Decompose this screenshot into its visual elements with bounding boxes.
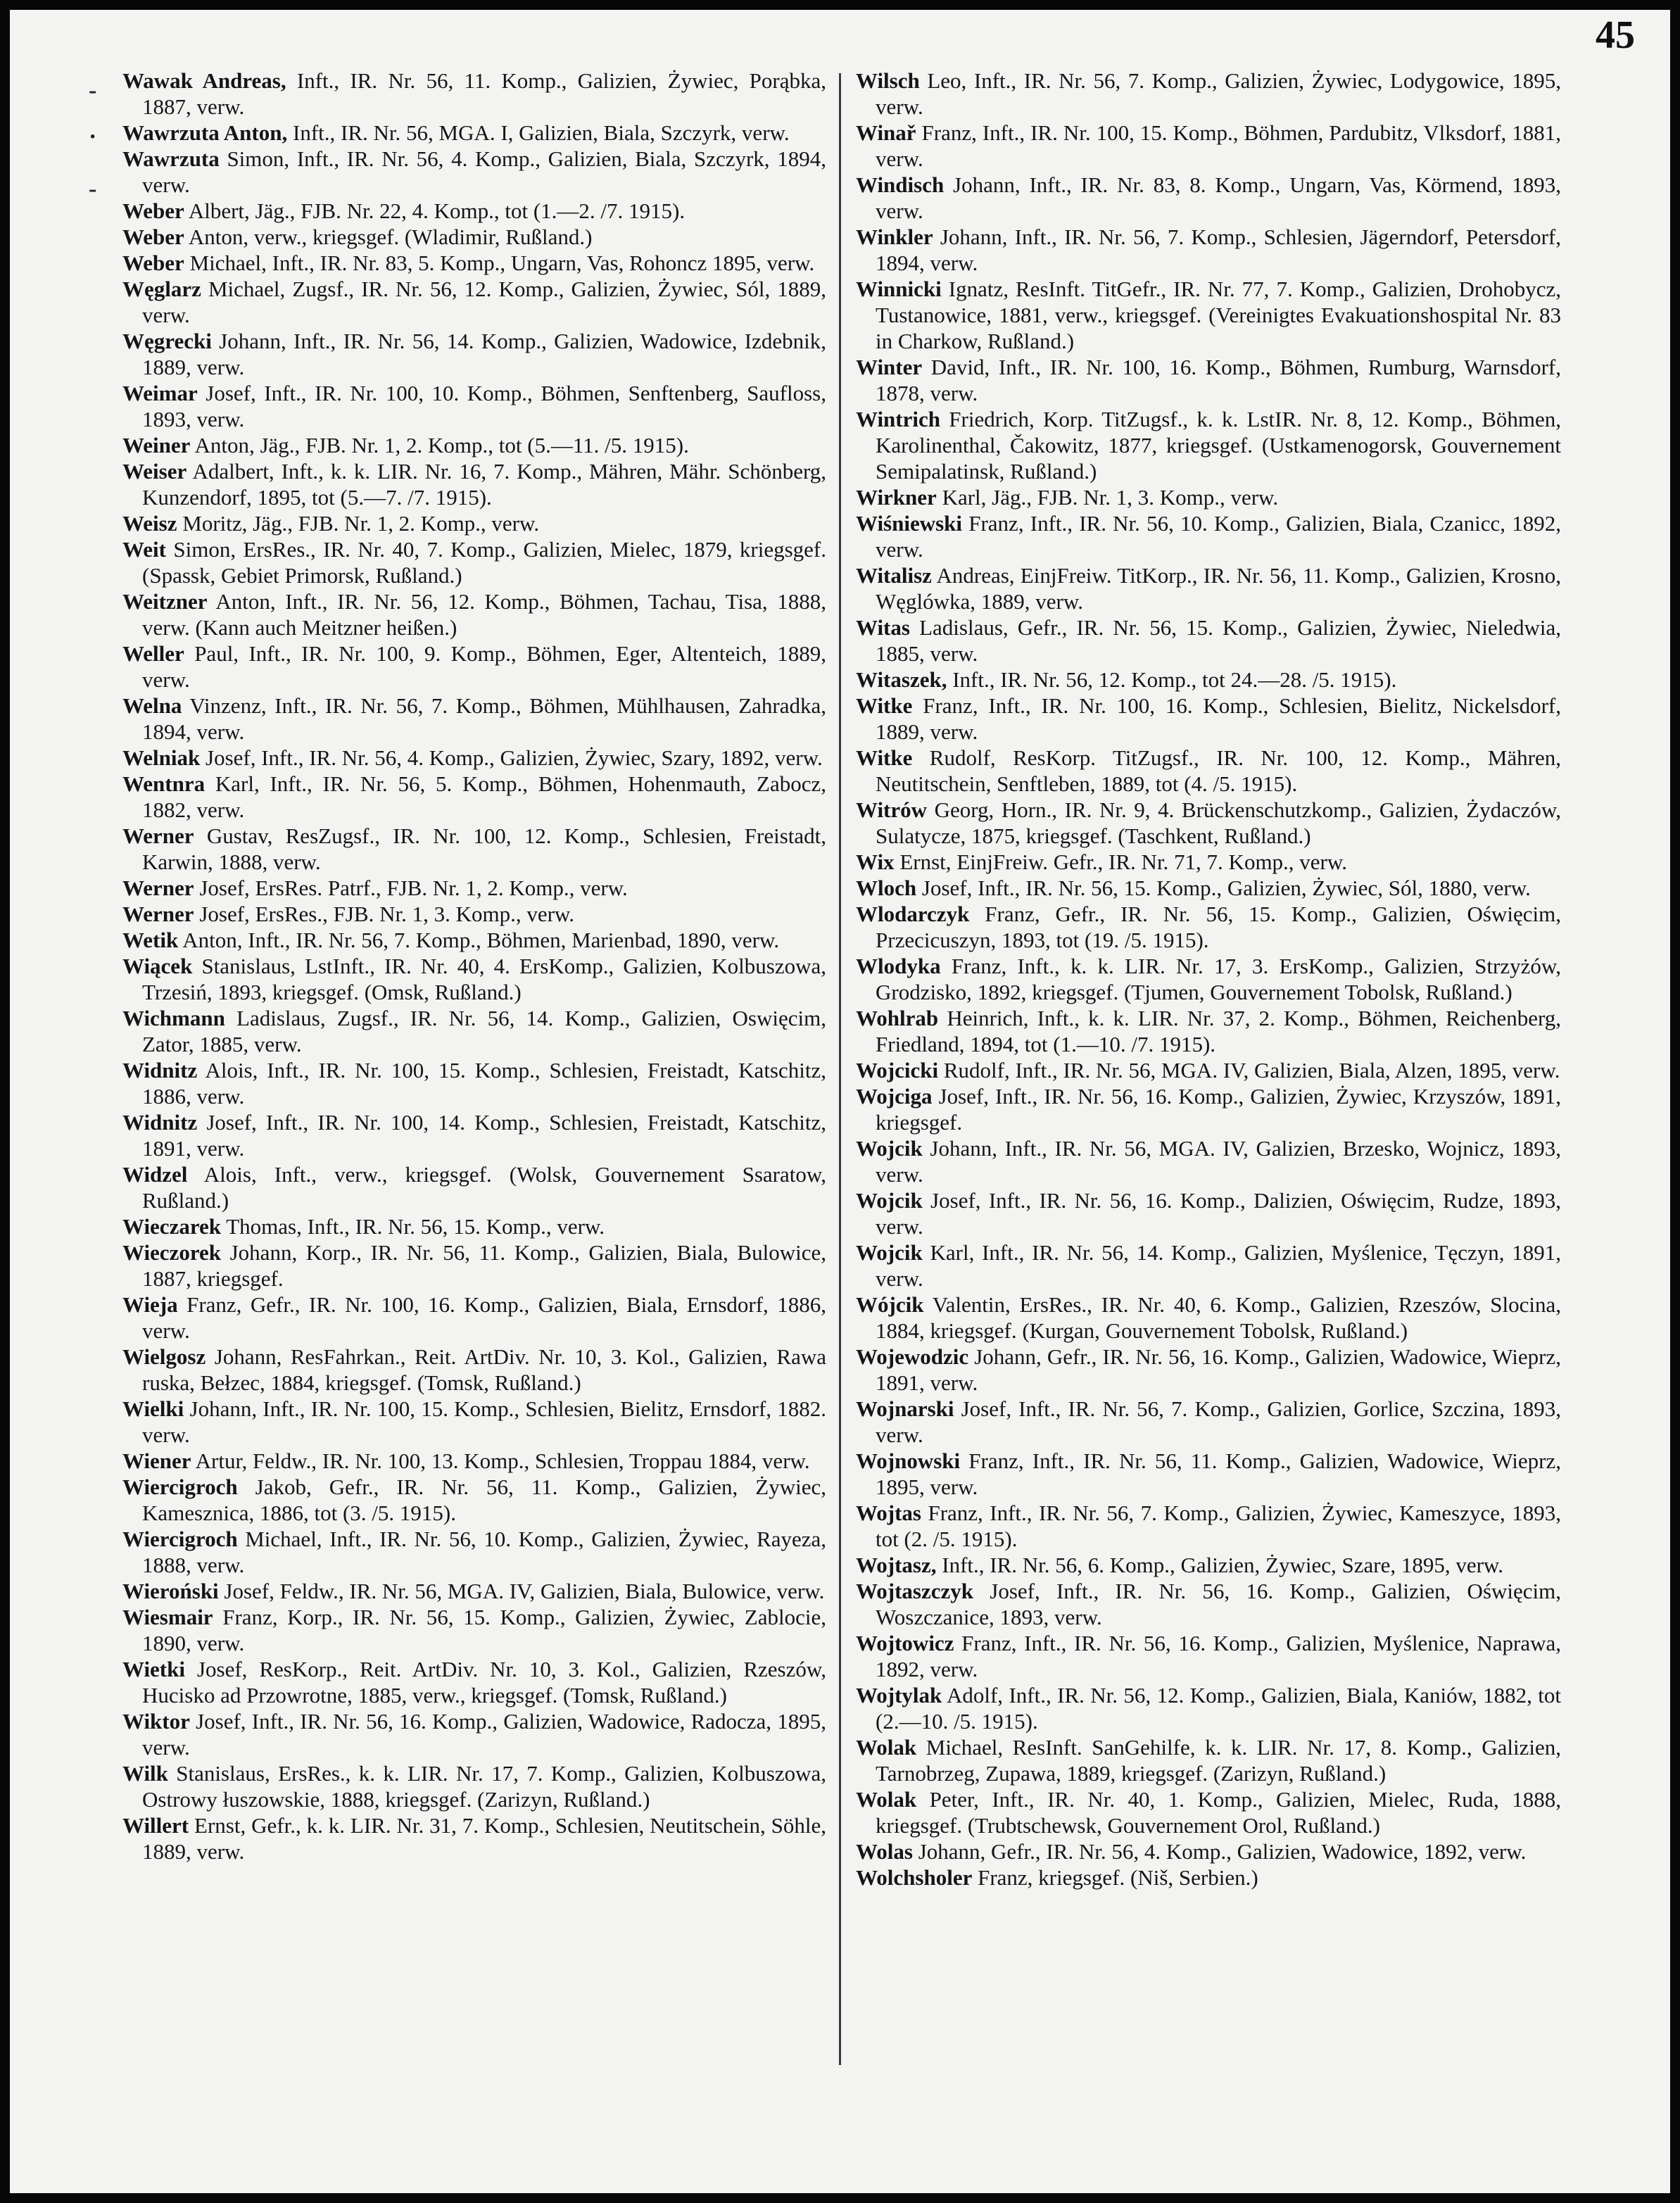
entry-details: Josef, Inft., IR. Nr. 56, 16. Komp., Galizien, Żywiec, Krzyszów, 1891, kriegsgef.	[876, 1084, 1561, 1135]
entry-surname: Widnitz	[122, 1058, 198, 1082]
entry-details: Anton, Inft., IR. Nr. 56, 12. Komp., Böhmen, Tachau, Tisa, 1888, verw. (Kann auch Meitzner heißen.)	[142, 589, 826, 640]
list-entry	[122, 901, 826, 927]
entry-details: Adolf, Inft., IR. Nr. 56, 12. Komp., Galizien, Biala, Kaniów, 1882, tot (2.—10. /5. 1915).	[876, 1683, 1561, 1734]
entry-surname: Weber	[122, 251, 184, 275]
entry-details: Ernst, Gefr., k. k. LIR. Nr. 31, 7. Komp., Schlesien, Neutitschein, Söhle, 1889, verw.	[142, 1813, 826, 1864]
entry-surname: Wiener	[122, 1448, 191, 1473]
entry-details: Gustav, ResZugsf., IR. Nr. 100, 12. Komp., Schlesien, Freistadt, Karwin, 1888, verw.	[142, 823, 826, 874]
list-entry	[122, 1213, 826, 1239]
entry-surname: Weiner	[122, 433, 191, 457]
right-column	[856, 68, 1561, 1890]
entry-surname: Wojewodzic	[856, 1344, 969, 1369]
entry-details: Michael, Inft., IR. Nr. 56, 10. Komp., Galizien, Żywiec, Rayeza, 1888, verw.	[142, 1527, 826, 1577]
entry-details: Alois, Inft., verw., kriegsgef. (Wolsk, Gouvernement Ssaratow, Rußland.)	[142, 1162, 826, 1213]
list-entry	[122, 250, 826, 276]
entry-details: Paul, Inft., IR. Nr. 100, 9. Komp., Böhmen, Eger, Altenteich, 1889, verw.	[142, 641, 826, 692]
entry-surname: Wawrzuta Anton,	[122, 120, 288, 145]
entry-surname: Willert	[122, 1813, 189, 1838]
entry-surname: Wawak Andreas,	[122, 68, 286, 93]
list-entry	[856, 1292, 1561, 1344]
entry-surname: Wiercigroch	[122, 1475, 238, 1499]
entry-details: Ignatz, ResInft. TitGefr., IR. Nr. 77, 7. Komp., Galizien, Drohobycz, Tustanowice, 1881, verw., kriegsgef. (Vereinigtes Evakuationshospital Nr. 83 in Charkow, Rußland.)	[876, 277, 1561, 353]
entry-surname: Witaszek,	[856, 667, 947, 692]
list-entry	[856, 1578, 1561, 1630]
list-entry	[856, 1682, 1561, 1734]
entry-details: Rudolf, Inft., IR. Nr. 56, MGA. IV, Galizien, Biala, Alzen, 1895, verw.	[938, 1058, 1560, 1082]
entry-details: Franz, Inft., IR. Nr. 100, 16. Komp., Schlesien, Bielitz, Nickelsdorf, 1889, verw.	[876, 693, 1561, 744]
list-entry	[856, 1786, 1561, 1838]
entry-surname: Witas	[856, 615, 910, 640]
margin-dash: -	[89, 77, 97, 103]
entry-details: Michael, ResInft. SanGehilfe, k. k. LIR. Nr. 17, 8. Komp., Galizien, Tarnobrzeg, Zupawa, 1889, kriegsgef. (Zarizyn, Rußland.)	[876, 1735, 1561, 1786]
entry-surname: Wielgosz	[122, 1344, 206, 1369]
list-entry	[122, 1812, 826, 1864]
list-entry	[856, 1630, 1561, 1682]
entry-surname: Wieczarek	[122, 1214, 222, 1239]
entry-surname: Wieja	[122, 1292, 178, 1317]
list-entry	[856, 901, 1561, 953]
entry-surname: Wojcicki	[856, 1058, 939, 1082]
entry-details: Inft., IR. Nr. 56, 12. Komp., tot 24.—28. /5. 1915).	[947, 667, 1397, 692]
list-entry	[122, 146, 826, 198]
entry-details: Johann, ResFahrkan., Reit. ArtDiv. Nr. 10, 3. Kol., Galizien, Rawa ruska, Bełzec, 1884, kriegsgef. (Tomsk, Rußland.)	[142, 1344, 826, 1395]
entry-surname: Wix	[856, 850, 895, 874]
entry-surname: Wojtylak	[856, 1683, 942, 1708]
entry-details: Ernst, EinjFreiw. Gefr., IR. Nr. 71, 7. Komp., verw.	[894, 850, 1348, 874]
entry-details: Franz, Gefr., IR. Nr. 56, 15. Komp., Galizien, Oświęcim, Przecicuszyn, 1893, tot (19. /5. 1915).	[876, 902, 1561, 952]
list-entry	[122, 510, 826, 536]
list-entry	[856, 1552, 1561, 1578]
entry-surname: Wawrzuta	[122, 146, 220, 171]
entry-surname: Wintrich	[856, 407, 940, 431]
entry-details: Josef, Inft., IR. Nr. 100, 10. Komp., Böhmen, Senftenberg, Saufloss, 1893, verw.	[142, 381, 826, 431]
entry-details: Inft., IR. Nr. 56, 11. Komp., Galizien, Żywiec, Porąbka, 1887, verw.	[142, 68, 826, 119]
entry-surname: Wloch	[856, 876, 917, 900]
entry-surname: Winař	[856, 120, 916, 145]
entry-details: Franz, Inft., IR. Nr. 56, 16. Komp., Galizien, Myślenice, Naprawa, 1892, verw.	[876, 1631, 1561, 1681]
entry-details: Stanislaus, LstInft., IR. Nr. 40, 4. ErsKomp., Galizien, Kolbuszowa, Trzesiń, 1893, kriegsgef. (Omsk, Rußland.)	[142, 954, 826, 1004]
list-entry	[856, 1448, 1561, 1500]
entry-surname: Wojnowski	[856, 1448, 961, 1473]
entry-surname: Weimar	[122, 381, 198, 405]
entry-surname: Wolak	[856, 1787, 917, 1812]
entry-details: Michael, Inft., IR. Nr. 83, 5. Komp., Ungarn, Vas, Rohoncz 1895, verw.	[184, 251, 815, 275]
entry-surname: Wolak	[856, 1735, 917, 1760]
list-entry	[856, 1396, 1561, 1448]
list-entry	[122, 1292, 826, 1344]
entry-surname: Weit	[122, 537, 166, 562]
list-entry	[122, 1396, 826, 1448]
list-entry	[122, 380, 826, 432]
entry-details: Josef, Inft., IR. Nr. 56, 7. Komp., Galizien, Gorlice, Szczina, 1893, verw.	[876, 1396, 1561, 1447]
list-entry	[122, 198, 826, 224]
list-entry	[122, 432, 826, 458]
list-entry	[856, 1500, 1561, 1552]
list-entry	[856, 1864, 1561, 1890]
list-entry	[122, 1578, 826, 1604]
entry-surname: Widzel	[122, 1162, 188, 1187]
entry-surname: Weisz	[122, 511, 177, 536]
entry-details: Josef, Inft., IR. Nr. 56, 16. Komp., Dalizien, Oświęcim, Rudze, 1893, verw.	[876, 1188, 1561, 1239]
entry-surname: Weller	[122, 641, 184, 666]
entry-details: Josef, Feldw., IR. Nr. 56, MGA. IV, Galizien, Biala, Bulowice, verw.	[218, 1579, 825, 1603]
entry-details: Andreas, EinjFreiw. TitKorp., IR. Nr. 56, 11. Komp., Galizien, Krosno, Węglówka, 1889, verw.	[876, 563, 1561, 614]
list-entry	[856, 693, 1561, 745]
entry-surname: Windisch	[856, 172, 945, 197]
entry-details: Johann, Inft., IR. Nr. 83, 8. Komp., Ungarn, Vas, Körmend, 1893, verw.	[876, 172, 1561, 223]
entry-surname: Wilk	[122, 1761, 168, 1786]
entry-details: Franz, Inft., IR. Nr. 56, 7. Komp., Galizien, Żywiec, Kameszyce, 1893, tot (2. /5. 1915).	[876, 1501, 1561, 1551]
list-entry	[856, 1239, 1561, 1292]
list-entry	[122, 1057, 826, 1109]
list-entry	[856, 849, 1561, 875]
list-entry	[856, 875, 1561, 901]
list-entry	[856, 224, 1561, 276]
entry-surname: Wojciga	[856, 1084, 933, 1109]
list-entry	[856, 1005, 1561, 1057]
list-entry	[856, 172, 1561, 224]
list-entry	[122, 536, 826, 588]
entry-surname: Wojtowicz	[856, 1631, 954, 1655]
list-entry	[856, 1734, 1561, 1786]
list-entry	[856, 797, 1561, 849]
entry-surname: Werner	[122, 902, 194, 926]
list-entry	[856, 510, 1561, 562]
list-entry	[122, 771, 826, 823]
list-entry	[122, 1708, 826, 1760]
entry-surname: Wojtas	[856, 1501, 921, 1525]
entry-details: Franz, Korp., IR. Nr. 56, 15. Komp., Galizien, Żywiec, Zablocie, 1890, verw.	[142, 1605, 826, 1655]
entry-details: Johann, Inft., IR. Nr. 56, MGA. IV, Galizien, Brzesko, Wojnicz, 1893, verw.	[876, 1136, 1561, 1187]
entry-details: Franz, Inft., k. k. LIR. Nr. 17, 3. ErsKomp., Galizien, Strzyżów, Grodzisko, 1892, kriegsgef. (Tjumen, Gouvernement Tobolsk, Rußland.)	[876, 954, 1561, 1004]
entry-surname: Werner	[122, 876, 194, 900]
list-entry	[856, 614, 1561, 667]
entry-details: Johann, Inft., IR. Nr. 100, 15. Komp., Schlesien, Bielitz, Ernsdorf, 1882. verw.	[142, 1396, 826, 1447]
entry-surname: Wojnarski	[856, 1396, 954, 1421]
entry-details: Inft., IR. Nr. 56, MGA. I, Galizien, Biala, Szczyrk, verw.	[287, 120, 790, 145]
entry-details: Ladislaus, Zugsf., IR. Nr. 56, 14. Komp., Galizien, Oswięcim, Zator, 1885, verw.	[142, 1006, 826, 1056]
entry-details: Michael, Zugsf., IR. Nr. 56, 12. Komp., Galizien, Żywiec, Sól, 1889, verw.	[142, 277, 826, 327]
entry-details: Franz, kriegsgef. (Niš, Serbien.)	[972, 1865, 1258, 1890]
entry-surname: Weber	[122, 225, 184, 249]
entry-surname: Widnitz	[122, 1110, 198, 1135]
list-entry	[122, 693, 826, 745]
entry-surname: Wiśniewski	[856, 511, 963, 536]
entry-surname: Wiktor	[122, 1709, 190, 1734]
entry-details: Anton, verw., kriegsgef. (Wladimir, Rußland.)	[184, 225, 593, 249]
list-entry	[122, 458, 826, 510]
entry-details: Franz, Inft., IR. Nr. 56, 10. Komp., Galizien, Biala, Czanicc, 1892, verw.	[876, 511, 1561, 562]
entry-surname: Wiesmair	[122, 1605, 213, 1629]
list-entry	[122, 1161, 826, 1213]
list-entry	[122, 1656, 826, 1708]
entry-surname: Wójcik	[856, 1292, 924, 1317]
document-page	[10, 10, 1670, 2193]
list-entry	[122, 588, 826, 640]
entry-details: Simon, ErsRes., IR. Nr. 40, 7. Komp., Galizien, Mielec, 1879, kriegsgef. (Spassk, Gebiet Primorsk, Rußland.)	[142, 537, 826, 588]
entry-surname: Wojtaszczyk	[856, 1579, 974, 1603]
entry-surname: Wlodarczyk	[856, 902, 970, 926]
entry-surname: Wohlrab	[856, 1006, 939, 1030]
entry-details: Karl, Inft., IR. Nr. 56, 5. Komp., Böhmen, Hohenmauth, Zabocz, 1882, verw.	[142, 771, 826, 822]
entry-details: Karl, Inft., IR. Nr. 56, 14. Komp., Galizien, Myślenice, Tęczyn, 1891, verw.	[876, 1240, 1561, 1291]
entry-surname: Wilsch	[856, 68, 920, 93]
list-entry	[122, 276, 826, 328]
list-entry	[122, 68, 826, 120]
margin-dash: -	[89, 176, 97, 202]
entry-details: Josef, Inft., IR. Nr. 56, 15. Komp., Galizien, Żywiec, Sól, 1880, verw.	[916, 876, 1531, 900]
entry-surname: Winnicki	[856, 277, 942, 301]
entry-surname: Wlodyka	[856, 954, 941, 978]
entry-details: Karl, Jäg., FJB. Nr. 1, 3. Komp., verw.	[936, 485, 1279, 510]
entry-details: Josef, Inft., IR. Nr. 56, 4. Komp., Galizien, Żywiec, Szary, 1892, verw.	[200, 745, 823, 770]
list-entry	[122, 1448, 826, 1474]
entry-details: Josef, ResKorp., Reit. ArtDiv. Nr. 10, 3. Kol., Galizien, Rzeszów, Hucisko ad Przowrotne, 1885, verw., kriegsgef. (Tomsk, Rußland.)	[142, 1657, 826, 1708]
list-entry	[122, 1005, 826, 1057]
entry-details: Inft., IR. Nr. 56, 6. Komp., Galizien, Żywiec, Szare, 1895, verw.	[936, 1553, 1504, 1577]
list-entry	[856, 1344, 1561, 1396]
entry-surname: Wetik	[122, 928, 179, 952]
entry-details: Franz, Inft., IR. Nr. 100, 15. Komp., Böhmen, Pardubitz, Vlksdorf, 1881, verw.	[876, 120, 1561, 171]
entry-details: Johann, Inft., IR. Nr. 56, 14. Komp., Galizien, Wadowice, Izdebnik, 1889, verw.	[142, 329, 826, 379]
list-entry	[122, 1760, 826, 1812]
list-entry	[856, 354, 1561, 406]
margin-dot: ·	[89, 124, 97, 150]
entry-details: Anton, Inft., IR. Nr. 56, 7. Komp., Böhmen, Marienbad, 1890, verw.	[178, 928, 780, 952]
entry-details: Stanislaus, ErsRes., k. k. LIR. Nr. 17, 7. Komp., Galizien, Kolbuszowa, Ostrowy łuszowskie, 1888, kriegsgef. (Zarizyn, Rußland.)	[142, 1761, 826, 1812]
entry-surname: Witrów	[856, 797, 928, 822]
entry-surname: Winkler	[856, 225, 933, 249]
entry-surname: Wieczorek	[122, 1240, 222, 1265]
entry-details: Josef, Inft., IR. Nr. 56, 16. Komp., Galizien, Oświęcim, Woszczanice, 1893, verw.	[876, 1579, 1561, 1629]
entry-surname: Wojcik	[856, 1240, 923, 1265]
list-entry	[122, 328, 826, 380]
list-entry	[856, 562, 1561, 614]
entry-surname: Weber	[122, 198, 184, 223]
entry-details: Johann, Gefr., IR. Nr. 56, 4. Komp., Galizien, Wadowice, 1892, verw.	[912, 1839, 1527, 1864]
left-column	[122, 68, 826, 1864]
list-entry	[122, 875, 826, 901]
entry-surname: Witke	[856, 745, 913, 770]
list-entry	[122, 823, 826, 875]
list-entry	[856, 68, 1561, 120]
list-entry	[856, 953, 1561, 1005]
entry-details: Franz, Inft., IR. Nr. 56, 11. Komp., Galizien, Wadowice, Wieprz, 1895, verw.	[876, 1448, 1561, 1499]
entry-surname: Wojcik	[856, 1188, 923, 1213]
list-entry	[122, 1604, 826, 1656]
column-divider	[839, 73, 841, 2065]
entry-details: Josef, Inft., IR. Nr. 56, 16. Komp., Galizien, Wadowice, Radocza, 1895, verw.	[142, 1709, 826, 1760]
entry-details: Thomas, Inft., IR. Nr. 56, 15. Komp., verw.	[221, 1214, 605, 1239]
entry-details: Anton, Jäg., FJB. Nr. 1, 2. Komp., tot (5.—11. /5. 1915).	[190, 433, 689, 457]
list-entry	[122, 224, 826, 250]
entry-details: Franz, Gefr., IR. Nr. 100, 16. Komp., Galizien, Biala, Ernsdorf, 1886, verw.	[142, 1292, 826, 1343]
list-entry	[122, 1109, 826, 1161]
list-entry	[856, 667, 1561, 693]
entry-surname: Wiącek	[122, 954, 193, 978]
list-entry	[856, 1083, 1561, 1135]
list-entry	[856, 1057, 1561, 1083]
entry-surname: Winter	[856, 355, 923, 379]
entry-surname: Wichmann	[122, 1006, 225, 1030]
entry-surname: Wielki	[122, 1396, 184, 1421]
entry-details: Artur, Feldw., IR. Nr. 100, 13. Komp., Schlesien, Troppau 1884, verw.	[191, 1448, 810, 1473]
entry-surname: Witke	[856, 693, 913, 718]
list-entry	[856, 484, 1561, 510]
entry-surname: Wietki	[122, 1657, 185, 1681]
entry-details: Josef, Inft., IR. Nr. 100, 14. Komp., Schlesien, Freistadt, Katschitz, 1891, verw.	[142, 1110, 826, 1161]
entry-details: Friedrich, Korp. TitZugsf., k. k. LstIR. Nr. 8, 12. Komp., Böhmen, Karolinenthal, Čakowitz, 1877, kriegsgef. (Ustkamenogorsk, Gouvernement Semipalatinsk, Rußland.)	[876, 407, 1561, 484]
entry-details: Simon, Inft., IR. Nr. 56, 4. Komp., Galizien, Biala, Szczyrk, 1894, verw.	[142, 146, 826, 197]
entry-details: Jakob, Gefr., IR. Nr. 56, 11. Komp., Galizien, Żywiec, Kamesznica, 1886, tot (3. /5. 1915).	[142, 1475, 826, 1525]
list-entry	[122, 640, 826, 693]
entry-surname: Welna	[122, 693, 182, 718]
list-entry	[856, 1838, 1561, 1864]
entry-details: Georg, Horn., IR. Nr. 9, 4. Brückenschutzkomp., Galizien, Żydaczów, Sulatycze, 1875, kriegsgef. (Taschkent, Rußland.)	[876, 797, 1561, 848]
entry-surname: Wentnra	[122, 771, 206, 796]
entry-details: Johann, Gefr., IR. Nr. 56, 16. Komp., Galizien, Wadowice, Wieprz, 1891, verw.	[876, 1344, 1561, 1395]
list-entry	[856, 120, 1561, 172]
entry-details: Adalbert, Inft., k. k. LIR. Nr. 16, 7. Komp., Mähren, Mähr. Schönberg, Kunzendorf, 1895, tot (5.—7. /7. 1915).	[142, 459, 826, 510]
list-entry	[122, 120, 826, 146]
entry-details: Johann, Korp., IR. Nr. 56, 11. Komp., Galizien, Biala, Bulowice, 1887, kriegsgef.	[142, 1240, 826, 1291]
entry-surname: Witalisz	[856, 563, 932, 588]
entry-details: Leo, Inft., IR. Nr. 56, 7. Komp., Galizien, Żywiec, Lodygowice, 1895, verw.	[876, 68, 1561, 119]
list-entry	[122, 1239, 826, 1292]
entry-surname: Wieroński	[122, 1579, 219, 1603]
entry-details: Moritz, Jäg., FJB. Nr. 1, 2. Komp., verw.	[177, 511, 540, 536]
entry-details: Alois, Inft., IR. Nr. 100, 15. Komp., Schlesien, Freistadt, Katschitz, 1886, verw.	[142, 1058, 826, 1109]
entry-surname: Wojtasz,	[856, 1553, 937, 1577]
entry-surname: Węgrecki	[122, 329, 212, 353]
entry-details: Ladislaus, Gefr., IR. Nr. 56, 15. Komp., Galizien, Żywiec, Nieledwia, 1885, verw.	[876, 615, 1561, 666]
entry-details: Valentin, ErsRes., IR. Nr. 40, 6. Komp., Galizien, Rzeszów, Slocina, 1884, kriegsgef. (Kurgan, Gouvernement Tobolsk, Rußland.)	[876, 1292, 1561, 1343]
list-entry	[856, 1187, 1561, 1239]
list-entry	[856, 1135, 1561, 1187]
list-entry	[122, 1526, 826, 1578]
entry-surname: Wojcik	[856, 1136, 923, 1161]
entry-surname: Wirkner	[856, 485, 937, 510]
list-entry	[856, 745, 1561, 797]
entry-surname: Weitzner	[122, 589, 208, 614]
entry-details: Josef, ErsRes., FJB. Nr. 1, 3. Komp., verw.	[194, 902, 575, 926]
entry-details: Rudolf, ResKorp. TitZugsf., IR. Nr. 100, 12. Komp., Mähren, Neutitschein, Senftleben, 1889, tot (4. /5. 1915).	[876, 745, 1561, 796]
list-entry	[122, 1474, 826, 1526]
entry-surname: Welniak	[122, 745, 201, 770]
entry-surname: Wiercigroch	[122, 1527, 238, 1551]
entry-surname: Wolchsholer	[856, 1865, 973, 1890]
list-entry	[856, 276, 1561, 354]
entry-surname: Weiser	[122, 459, 187, 484]
entry-surname: Wolas	[856, 1839, 913, 1864]
list-entry	[122, 953, 826, 1005]
page-number: 45	[1596, 13, 1635, 57]
entry-details: Peter, Inft., IR. Nr. 40, 1. Komp., Galizien, Mielec, Ruda, 1888, kriegsgef. (Trubtschewsk, Gouvernement Orol, Rußland.)	[876, 1787, 1561, 1838]
list-entry	[856, 406, 1561, 484]
entry-details: Johann, Inft., IR. Nr. 56, 7. Komp., Schlesien, Jägerndorf, Petersdorf, 1894, verw.	[876, 225, 1561, 275]
entry-surname: Węglarz	[122, 277, 201, 301]
list-entry	[122, 745, 826, 771]
entry-details: Heinrich, Inft., k. k. LIR. Nr. 37, 2. Komp., Böhmen, Reichenberg, Friedland, 1894, tot (1.—10. /7. 1915).	[876, 1006, 1561, 1056]
entry-details: Albert, Jäg., FJB. Nr. 22, 4. Komp., tot (1.—2. /7. 1915).	[184, 198, 686, 223]
entry-details: Vinzenz, Inft., IR. Nr. 56, 7. Komp., Böhmen, Mühlhausen, Zahradka, 1894, verw.	[142, 693, 826, 744]
entry-details: David, Inft., IR. Nr. 100, 16. Komp., Böhmen, Rumburg, Warnsdorf, 1878, verw.	[876, 355, 1561, 405]
entry-surname: Werner	[122, 823, 194, 848]
list-entry	[122, 927, 826, 953]
list-entry	[122, 1344, 826, 1396]
entry-details: Josef, ErsRes. Patrf., FJB. Nr. 1, 2. Komp., verw.	[194, 876, 628, 900]
